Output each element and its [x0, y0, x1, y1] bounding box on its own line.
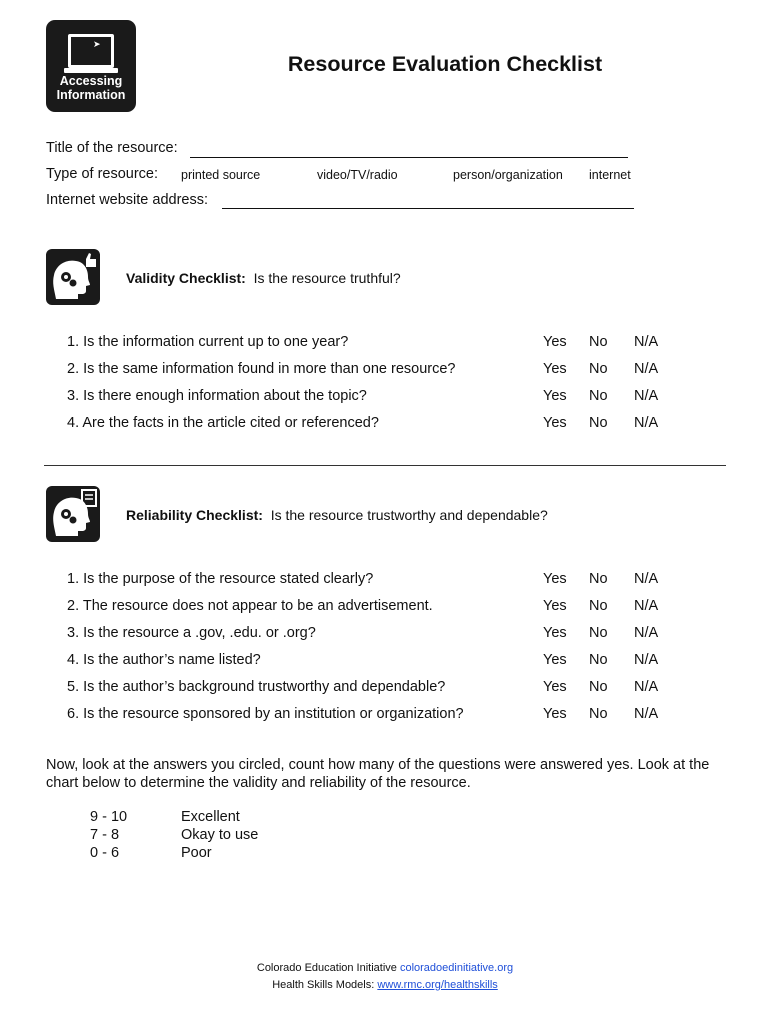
validity-heading [126, 270, 401, 286]
validity-3-yes[interactable]: Yes [543, 388, 567, 404]
validity-heading-label: Validity Checklist: [126, 270, 246, 286]
reliability-item-2: 2. The resource does not appear to be an advertisement. [67, 598, 433, 614]
footer-org-line [0, 962, 770, 974]
footer-org-name: Colorado Education Initiative [256, 962, 397, 974]
validity-2-no[interactable]: No [589, 361, 608, 377]
reliability-item-1: 1. Is the purpose of the resource stated clearly? [67, 571, 374, 587]
footer-models-label: Health Skills Models: [272, 979, 375, 991]
title-field-line[interactable] [190, 157, 628, 158]
reliability-2-no[interactable]: No [589, 598, 608, 614]
validity-2-yes[interactable]: Yes [543, 361, 567, 377]
cursor-icon: ➤ [93, 39, 101, 49]
validity-4-na[interactable]: N/A [634, 415, 659, 431]
reliability-2-na[interactable]: N/A [634, 598, 659, 614]
website-field-label: Internet website address: [46, 192, 209, 208]
footer-org-link[interactable]: coloradoedinitiative.org [399, 962, 514, 974]
score-range-2: 7 - 8 [90, 827, 120, 843]
validity-3-no[interactable]: No [589, 388, 608, 404]
reliability-5-yes[interactable]: Yes [543, 679, 567, 695]
accessing-information-logo [46, 20, 136, 112]
type-option-internet[interactable]: internet [589, 168, 631, 182]
reliability-6-na[interactable]: N/A [634, 706, 659, 722]
score-rating-2: Okay to use [181, 827, 259, 843]
reliability-1-na[interactable]: N/A [634, 571, 659, 587]
computer-screen-icon [68, 34, 114, 68]
validity-head-icon [46, 249, 100, 305]
logo-label-line2: Information [56, 88, 126, 102]
validity-1-na[interactable]: N/A [634, 334, 659, 350]
reliability-item-3: 3. Is the resource a .gov, .edu. or .org? [67, 625, 316, 641]
validity-item-1: 1. Is the information current up to one year? [67, 334, 349, 350]
validity-2-na[interactable]: N/A [634, 361, 659, 377]
validity-3-na[interactable]: N/A [634, 388, 659, 404]
reliability-head-icon [46, 486, 100, 542]
reliability-4-na[interactable]: N/A [634, 652, 659, 668]
reliability-4-yes[interactable]: Yes [543, 652, 567, 668]
reliability-question: Is the resource trustworthy and dependable? [270, 507, 548, 523]
page-title: Resource Evaluation Checklist [287, 52, 603, 76]
reliability-item-6: 6. Is the resource sponsored by an institution or organization? [67, 706, 464, 722]
reliability-6-yes[interactable]: Yes [543, 706, 567, 722]
validity-item-2: 2. Is the same information found in more than one resource? [67, 361, 456, 377]
validity-4-no[interactable]: No [589, 415, 608, 431]
title-field-label: Title of the resource: [46, 140, 178, 156]
reliability-3-no[interactable]: No [589, 625, 608, 641]
validity-item-4: 4. Are the facts in the article cited or referenced? [67, 415, 379, 431]
validity-1-no[interactable]: No [589, 334, 608, 350]
type-option-printed[interactable]: printed source [181, 168, 261, 182]
reliability-2-yes[interactable]: Yes [543, 598, 567, 614]
score-rating-3: Poor [181, 845, 212, 861]
reliability-1-no[interactable]: No [589, 571, 608, 587]
type-option-video[interactable]: video/TV/radio [317, 168, 398, 182]
score-range-3: 0 - 6 [90, 845, 120, 861]
footer-models-line [0, 979, 770, 991]
type-field-label: Type of resource: [46, 166, 159, 182]
reliability-3-yes[interactable]: Yes [543, 625, 567, 641]
validity-1-yes[interactable]: Yes [543, 334, 567, 350]
website-field-line[interactable] [222, 208, 634, 209]
reliability-5-no[interactable]: No [589, 679, 608, 695]
section-divider [44, 465, 726, 466]
logo-label [46, 74, 136, 102]
validity-item-3: 3. Is there enough information about the topic? [67, 388, 367, 404]
keyboard-base-icon [64, 68, 118, 73]
reliability-item-4: 4. Is the author’s name listed? [67, 652, 261, 668]
score-rating-1: Excellent [181, 809, 240, 825]
reliability-1-yes[interactable]: Yes [543, 571, 567, 587]
reliability-5-na[interactable]: N/A [634, 679, 659, 695]
reliability-item-5: 5. Is the author’s background trustworthy and dependable? [67, 679, 446, 695]
reliability-6-no[interactable]: No [589, 706, 608, 722]
reliability-4-no[interactable]: No [589, 652, 608, 668]
score-range-1: 9 - 10 [90, 809, 128, 825]
validity-question: Is the resource truthful? [253, 270, 401, 286]
reliability-heading-label: Reliability Checklist: [126, 507, 263, 523]
validity-4-yes[interactable]: Yes [543, 415, 567, 431]
reliability-3-na[interactable]: N/A [634, 625, 659, 641]
instructions-paragraph: Now, look at the answers you circled, count how many of the questions were answered yes. Look at the chart below to determine the validity and reliability of the resource. [46, 757, 710, 791]
logo-label-line1: Accessing [59, 74, 123, 88]
type-option-person[interactable]: person/organization [453, 168, 563, 182]
reliability-heading [126, 507, 548, 523]
footer-models-link[interactable]: www.rmc.org/healthskills [377, 979, 498, 991]
